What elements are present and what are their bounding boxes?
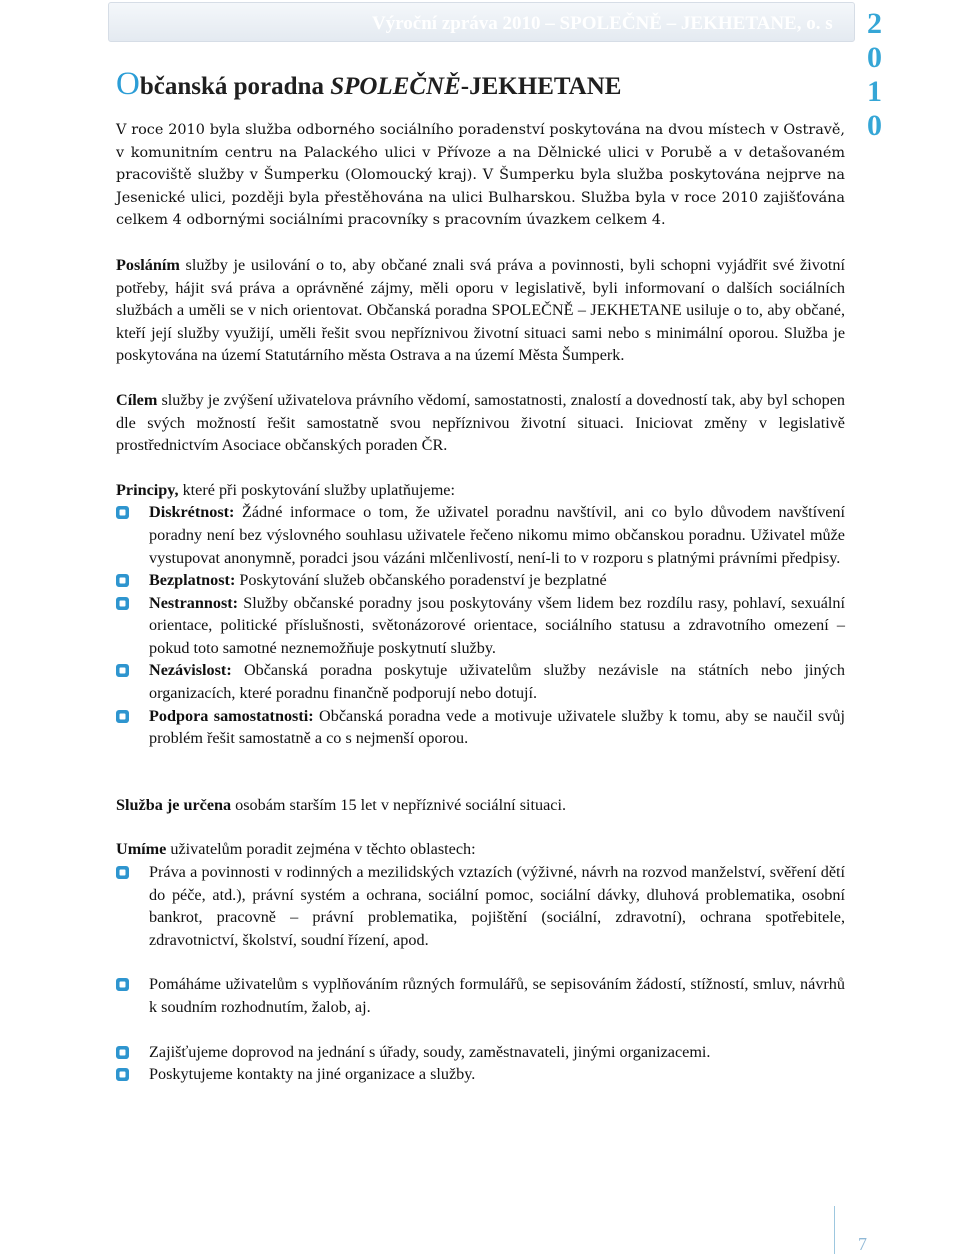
principle-term: Diskrétnost: xyxy=(149,503,235,522)
principle-term: Nezávislost: xyxy=(149,661,232,680)
list-item xyxy=(116,592,845,660)
page-title xyxy=(116,66,621,103)
title-suffix: -JEKHETANE xyxy=(460,73,622,100)
principle-text: Občanská poradna poskytuje uživatelům služby nezávisle na státních nebo jiných organizacích, které poradnu finančně podporují nebo dotují. xyxy=(149,661,845,703)
list-item xyxy=(116,1063,845,1086)
list-item xyxy=(116,659,845,704)
principles-text: které při poskytování služby uplatňujeme: xyxy=(178,480,455,499)
target-lead: Služba je určena xyxy=(116,795,232,814)
bullet-icon xyxy=(116,574,129,587)
bullet-icon xyxy=(116,710,129,723)
header-title: Výroční zpráva 2010 – SPOLEČNĚ – JEKHETANE, o. s xyxy=(372,13,833,34)
areas-intro xyxy=(116,838,845,861)
areas-lead: Umíme xyxy=(116,840,167,859)
target-paragraph xyxy=(116,794,845,817)
bullet-icon xyxy=(116,1046,129,1059)
title-initial: O xyxy=(116,66,140,102)
area-text: Pomáháme uživatelům s vyplňováním různých formulářů, se sepisováním žádostí, stížností, smluv, návrhů k soudním rozhodnutím, žalob, aj. xyxy=(149,975,845,1016)
list-item xyxy=(116,569,845,592)
list-item xyxy=(116,705,845,750)
area-text: Zajišťujeme doprovod na jednání s úřady, soudy, zaměstnavateli, jinými organizacemi. xyxy=(149,1042,711,1061)
principle-text: Občanská poradna vede a motivuje uživatele služby k tomu, aby se naučil svůj problém řešit samostatně a co s nejmenší oporou. xyxy=(149,706,845,748)
list-item xyxy=(116,973,845,1018)
principle-text: Žádné informace o tom, že uživatel poradnu navštívil, ani co bylo důvodem navštívení poradny není bez výslovného souhlasu uživatele řečeno nikomu mimo občanskou poradnu. Uživatel může vystupovat anonymně, poradci jsou vázáni mlčenlivostí, není-li to v rozporu s platnými právními předpisy. xyxy=(149,503,845,567)
area-text: Poskytujeme kontakty na jiné organizace a služby. xyxy=(149,1065,476,1084)
header-year: 2 0 1 0 xyxy=(867,7,886,142)
principle-term: Bezplatnost: xyxy=(149,571,236,590)
list-item xyxy=(116,501,845,569)
principle-term: Podpora samostatnosti: xyxy=(149,706,314,725)
bullet-icon xyxy=(116,664,129,677)
bullet-icon xyxy=(116,597,129,610)
goal-paragraph xyxy=(116,389,845,457)
goal-text: služby je zvýšení uživatelova právního vědomí, samostatnosti, znalostí a dovedností tak, aby byl schopen dle svých možností řešit samostatně svou nepříznivou životní situaci. Iniciovat změny v legislativě prostřednictvím Asociace občanských poraden ČR. xyxy=(116,390,845,455)
title-italic: SPOLEČNĚ xyxy=(330,73,461,100)
title-main: bčanská poradna xyxy=(139,73,331,100)
target-text: osobám starším 15 let v nepříznivé sociální situaci. xyxy=(231,795,567,814)
bullet-icon xyxy=(116,978,129,991)
mission-text: služby je usilování o to, aby občané znali svá práva a povinnosti, byli schopni vyjádřit své životní potřeby, hájit svá práva a oprávněné zájmy, měli oporu v legislativě, byli informovaní o dalších sociálních službách a uměli se v nich orientovat. Občanská poradna SPOLEČNĚ – JEKHETANE usiluje o to, aby občané, kteří její služby využijí, uměli řešit svou nepříznivou životní situaci sami nebo s minimální oporou. Služba je poskytována na území Statutárního města Ostrava a na území Města Šumperk. xyxy=(116,255,845,365)
area-text: Práva a povinnosti v rodinných a mezilidských vztazích (výživné, návrh na rozvod manželství, svěření dětí do péče, atd.), právní systém a ochrana, sociální pomoc, sociální dávky, dluhová problematika, osobní bankrot, pracovně – právní problematika, pojištění (sociální, zdravotní), ochrana spotřebitele, zdravotnictví, školství, soudní řízení, apod. xyxy=(149,863,845,949)
principles-lead: Principy, xyxy=(116,480,179,499)
principle-text: Služby občanské poradny jsou poskytovány všem lidem bez rozdílu rasy, pohlaví, sexuální orientace, politické příslušnosti, světonázorové orientace, sociálního statusu a zdravotního omezení – pokud toto samotné neznemožňuje poskytnutí služby. xyxy=(149,593,845,657)
intro-paragraph: V roce 2010 byla služba odborného sociálního poradenství poskytována na dvou místech v Ostravě, v komunitním centru na Palackého ulici v Přívoze a na Dělnické ulici v Porubě a v detašovaném pracoviště služby v Šumperku (Olomoucký kraj). V Šumperku byla služba poskytována nejprve na Jesenické ulici, později byla přestěhována na ulici Bulharskou. Služba byla v roce 2010 zajišťována celkem 4 odbornými sociálními pracovníky s pracovním úvazkem celkem 4. xyxy=(116,122,845,229)
list-item xyxy=(116,1041,845,1064)
page-number: 7 xyxy=(858,1234,867,1254)
principles-intro xyxy=(116,479,845,502)
list-item xyxy=(116,861,845,951)
bullet-icon xyxy=(116,1068,129,1081)
areas-list xyxy=(116,861,845,1086)
principle-text: Poskytování služeb občanského poradenství je bezplatné xyxy=(235,571,607,590)
areas-text: uživatelům poradit zejména v těchto oblastech: xyxy=(166,840,476,859)
mission-paragraph xyxy=(116,254,845,367)
goal-lead: Cílem xyxy=(116,390,158,409)
content xyxy=(116,119,845,1086)
bullet-icon xyxy=(116,866,129,879)
mission-lead: Posláním xyxy=(116,255,180,274)
principles-list xyxy=(116,501,845,750)
principle-term: Nestrannost: xyxy=(149,593,239,612)
footer-divider xyxy=(834,1206,835,1254)
bullet-icon xyxy=(116,506,129,519)
